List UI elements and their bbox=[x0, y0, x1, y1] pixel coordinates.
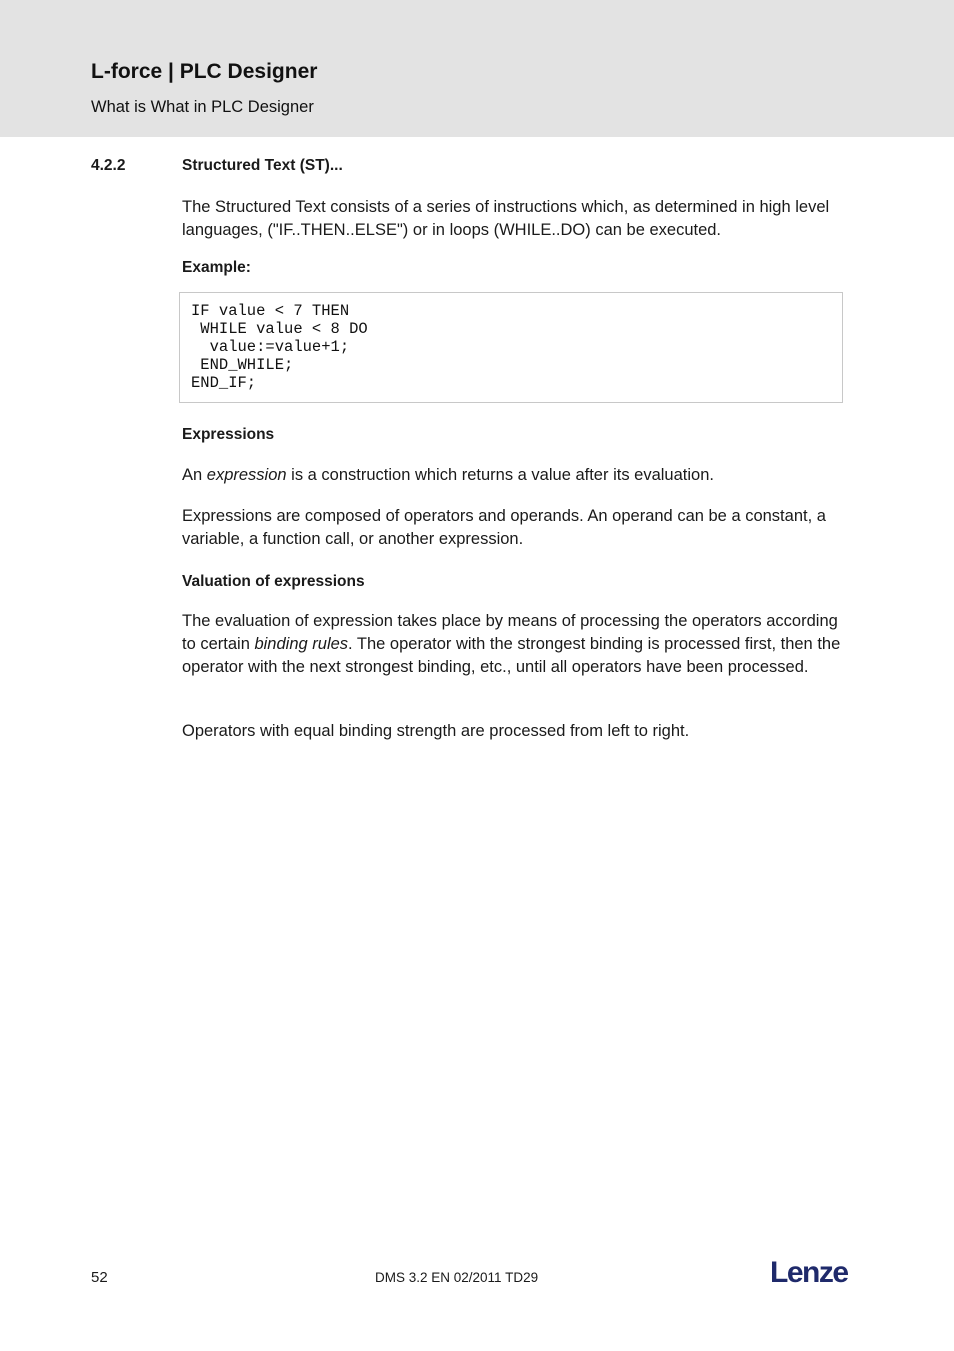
expressions-heading: Expressions bbox=[182, 426, 275, 443]
valuation-p1-block bbox=[182, 610, 844, 679]
valuation-heading-block bbox=[182, 572, 844, 592]
valuation-paragraph-1 bbox=[182, 610, 844, 679]
lenze-logo: Lenze bbox=[770, 1256, 848, 1289]
expressions-p1-after: is a construction which returns a value after its evaluation. bbox=[286, 466, 714, 484]
expressions-heading-block bbox=[182, 425, 844, 445]
expressions-paragraph-2: Expressions are composed of operators and operands. An operand can be a constant, a variable, a function call, or another expression. bbox=[182, 507, 826, 548]
document-subtitle: What is What in PLC Designer bbox=[91, 98, 314, 116]
code-line: END_IF; bbox=[191, 374, 257, 392]
code-example bbox=[179, 292, 843, 403]
section-title: Structured Text (ST)... bbox=[182, 157, 343, 174]
code-line: IF value < 7 THEN bbox=[191, 302, 350, 320]
expressions-paragraph-1 bbox=[182, 464, 844, 487]
valuation-heading: Valuation of expressions bbox=[182, 573, 365, 590]
example-label-block bbox=[182, 258, 844, 278]
code-line: value:=value+1; bbox=[191, 338, 350, 356]
valuation-p2-block bbox=[182, 720, 844, 743]
intro-paragraph: The Structured Text consists of a series of instructions which, as determined in high level languages, ("IF..THEN..ELSE") or in loops (WHILE..DO) can be executed. bbox=[182, 198, 830, 239]
intro-block bbox=[182, 196, 844, 242]
page-header bbox=[0, 0, 954, 137]
page-number: 52 bbox=[91, 1269, 108, 1286]
binding-rules-term: binding rules bbox=[254, 635, 349, 653]
expressions-p1-block bbox=[182, 464, 844, 487]
valuation-p1-after: . The operator with the strongest binding is processed first, then the operator with the next strongest binding, etc., until all operators have been processed. bbox=[182, 635, 841, 676]
code-listing bbox=[180, 293, 842, 392]
document-reference: DMS 3.2 EN 02/2011 TD29 bbox=[375, 1270, 539, 1285]
code-line: END_WHILE; bbox=[191, 356, 294, 374]
example-label: Example: bbox=[182, 259, 251, 276]
document-title: L-force | PLC Designer bbox=[91, 60, 318, 83]
expression-term: expression bbox=[206, 466, 287, 484]
code-line: WHILE value < 8 DO bbox=[191, 320, 368, 338]
expressions-p1-before: An bbox=[182, 466, 207, 484]
expressions-p2-block bbox=[182, 505, 844, 551]
section-number: 4.2.2 bbox=[91, 157, 126, 174]
valuation-p1-before: The evaluation of expression takes place by means of processing the operators according to certain bbox=[182, 612, 838, 653]
valuation-paragraph-2: Operators with equal binding strength are processed from left to right. bbox=[182, 722, 690, 740]
